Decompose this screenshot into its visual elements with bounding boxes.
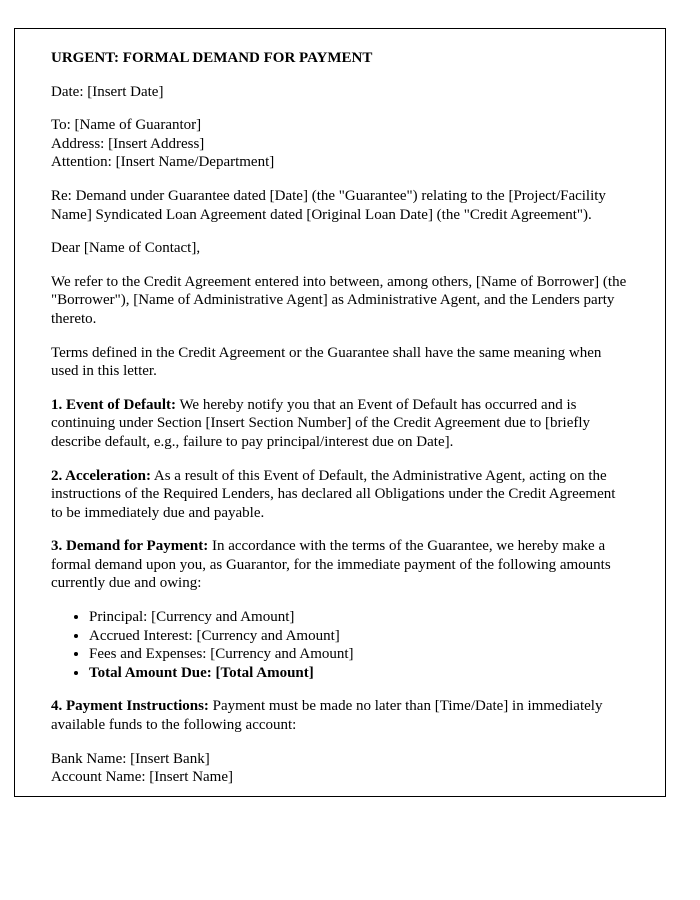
- terms-paragraph: Terms defined in the Credit Agreement or the Guarantee shall have the same meaning when used in this letter.: [51, 344, 602, 380]
- demand-amounts-list: [51, 608, 629, 682]
- list-item-fees-expenses: • Fees and Expenses: [Currency and Amount]: [89, 645, 629, 664]
- list-item-accrued-interest: • Accrued Interest: [Currency and Amount]: [89, 627, 629, 646]
- section-acceleration-text: As a result of this Event of Default, the Administrative Agent, acting on the instructions of the Required Lenders, has declared all Obligations under the Credit Agreement to be immediately due and payable.: [51, 467, 616, 521]
- section-demand-for-payment-label: 3. Demand for Payment:: [51, 538, 209, 555]
- account-name-line: Account Name: [Insert Name]: [51, 769, 234, 786]
- re-line: Re: Demand under Guarantee dated [Date] (the "Guarantee") relating to the [Project/Facility Name] Syndicated Loan Agreement dated [Original Loan Date] (the "Credit Agreement").: [51, 187, 606, 223]
- section-event-of-default-text: We hereby notify you that an Event of Default has occurred and is continuing under Section [Insert Section Number] of the Credit Agreement due to [briefly describe default, e.g., failure to pay principal/interest due on Date].: [51, 396, 591, 450]
- bank-name-line: Bank Name: [Insert Bank]: [51, 750, 210, 767]
- recipient-block: [51, 116, 629, 172]
- date-line: Date: [Insert Date]: [51, 83, 164, 100]
- section-demand-for-payment-text: In accordance with the terms of the Guarantee, we hereby make a formal demand upon you, as Guarantor, for the immediate payment of the following amounts currently due and owing:: [51, 538, 611, 592]
- section-payment-instructions: [51, 697, 629, 734]
- section-demand-for-payment: [51, 537, 629, 593]
- salutation-line: Dear [Name of Contact],: [51, 240, 201, 257]
- section-event-of-default-label: 1. Event of Default:: [51, 396, 176, 413]
- letter-page: [14, 28, 666, 797]
- section-payment-instructions-text: Payment must be made no later than [Time/Date] in immediately available funds to the following account:: [51, 698, 603, 734]
- recipient-address-line: Address: [Insert Address]: [51, 135, 205, 152]
- bank-details-block: [51, 750, 629, 787]
- letter-title: URGENT: FORMAL DEMAND FOR PAYMENT: [51, 50, 373, 66]
- list-item-principal: • Principal: [Currency and Amount]: [89, 608, 629, 627]
- section-acceleration-label: 2. Acceleration:: [51, 467, 151, 484]
- section-event-of-default: [51, 396, 629, 452]
- section-payment-instructions-label: 4. Payment Instructions:: [51, 698, 209, 715]
- recipient-to-line: To: [Name of Guarantor]: [51, 117, 202, 134]
- recipient-attention-line: Attention: [Insert Name/Department]: [51, 154, 275, 171]
- section-acceleration: [51, 467, 629, 523]
- intro-paragraph: We refer to the Credit Agreement entered into between, among others, [Name of Borrower] (the "Borrower"), [Name of Administrative Agent] as Administrative Agent, and the Lenders party thereto.: [51, 273, 627, 327]
- list-item-total-amount-due: • Total Amount Due: [Total Amount]: [89, 664, 629, 683]
